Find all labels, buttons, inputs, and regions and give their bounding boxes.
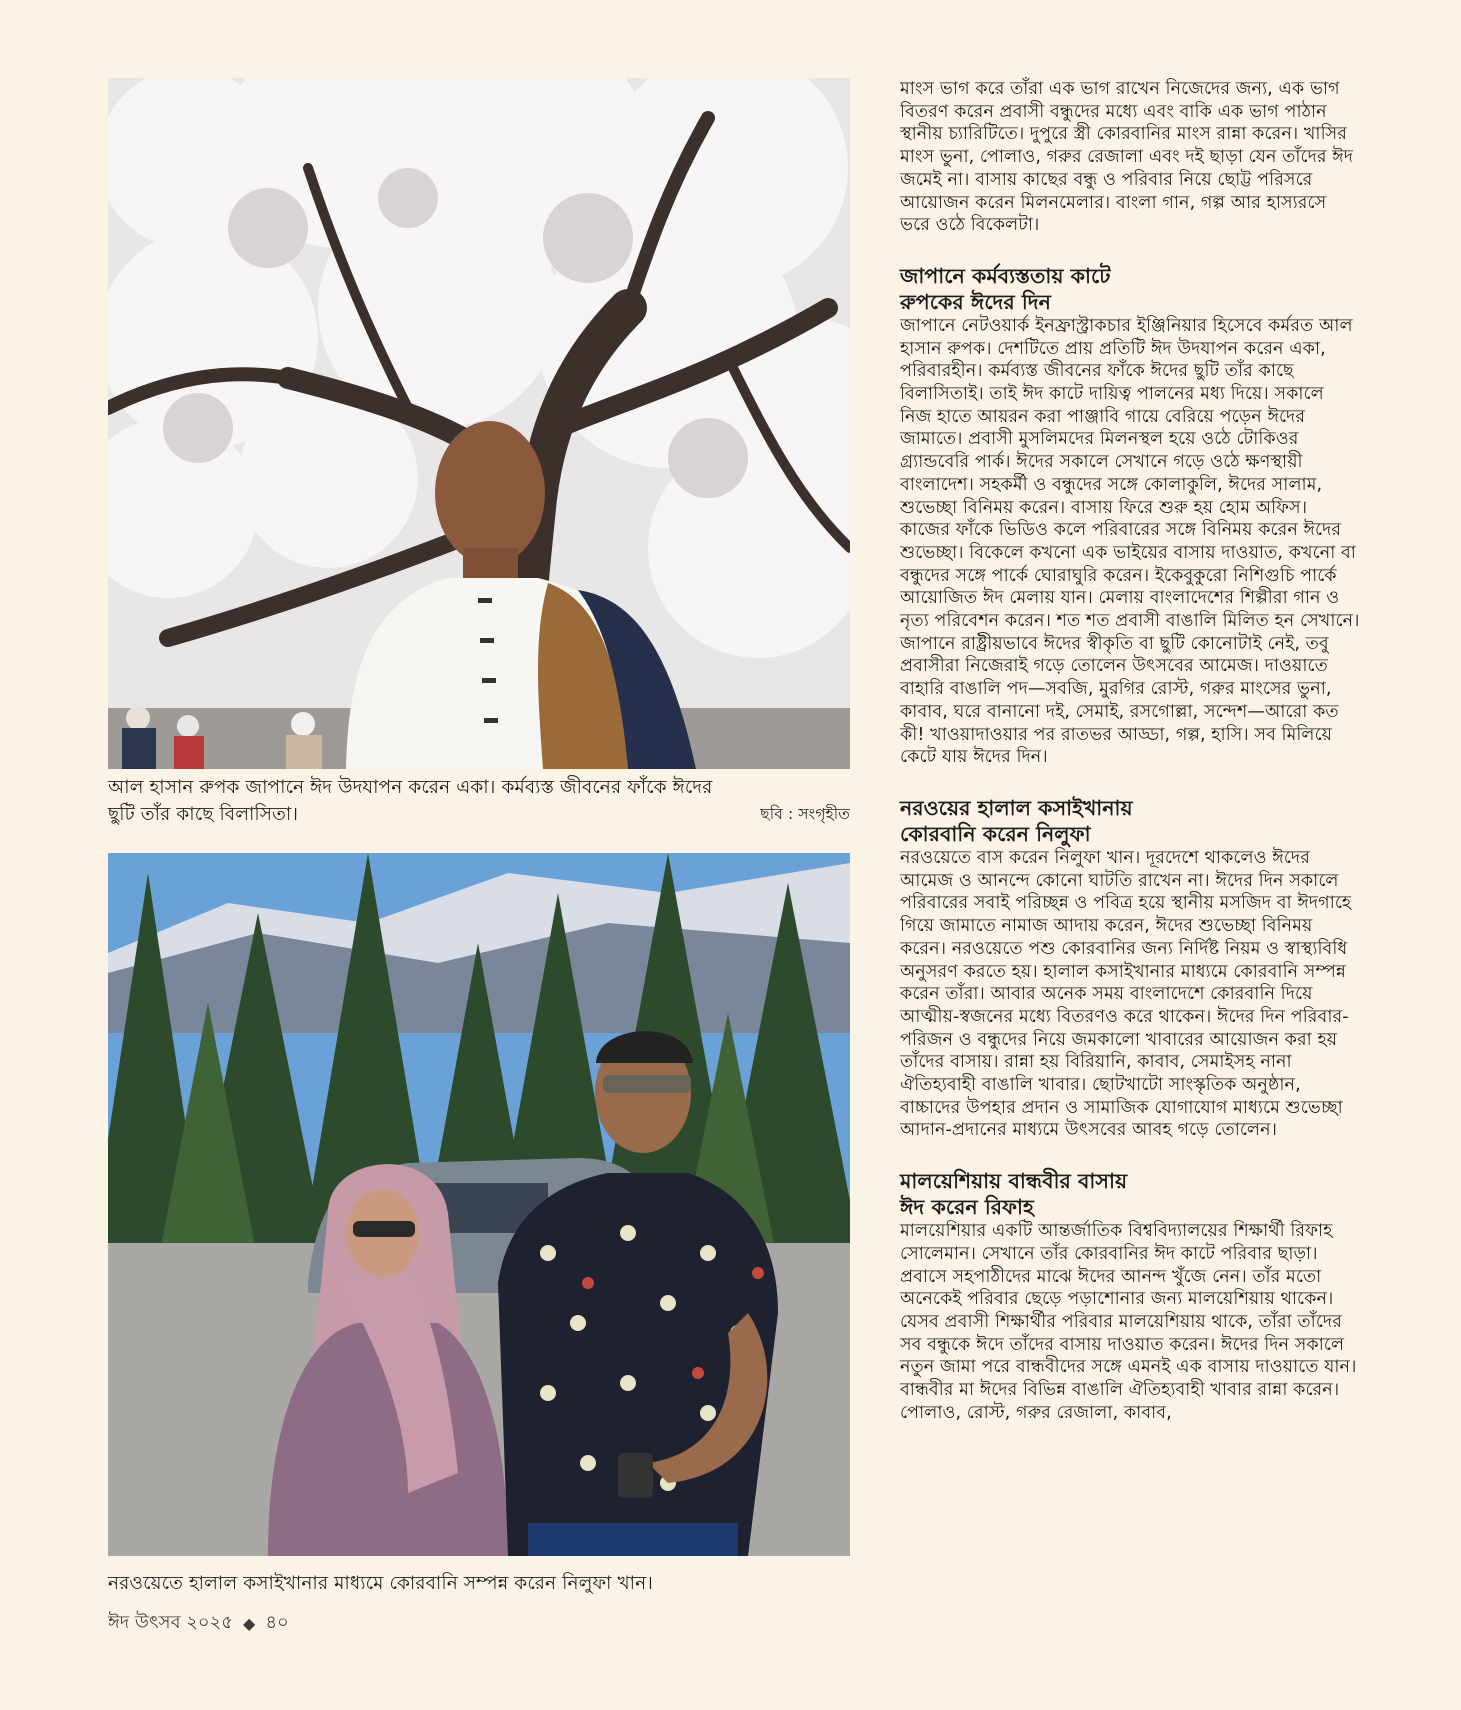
- section-heading-line-2: রুপকের ঈদের দিন: [900, 289, 1051, 314]
- section-heading-line-2: ঈদ করেন রিফাহ: [900, 1195, 1034, 1220]
- intro-paragraph: মাংস ভাগ করে তাঁরা এক ভাগ রাখেন নিজেদের জন্য, এক ভাগ বিতরণ করেন প্রবাসী বন্ধুদের মধ্যে এবং বাকি এক ভাগ পাঠান স্থানীয় চ্যারিটিতে। দুপুরে স্ত্রী কোরবানির মাংস রান্না করেন। খাসির মাংস ভুনা, পোলাও, গরুর রেজালা এবং দই ছাড়া যেন তাঁদের ঈদ জমেই না। বাসায় কাছের বন্ধু ও পরিবার নিয়ে ছোট্ট পরিসরে আয়োজন করেন মিলনমেলার। বাংলা গান, গল্প আর হাস্যরসে ভরে ওঠে বিকেলটা।: [900, 79, 1354, 236]
- photo-1-caption-line-2: ছুটি তাঁর কাছে বিলাসিতা।: [108, 804, 299, 825]
- section-body: মালয়েশিয়ার একটি আন্তর্জাতিক বিশ্ববিদ্যালয়ের শিক্ষার্থী রিফাহ সোলেমান। সেখানে তাঁর কোরবানির ঈদ কাটে পরিবার ছাড়া। প্রবাসে সহপাঠীদের মাঝে ঈদের আনন্দ খুঁজে নেন। তাঁর মতো অনেকেই পরিবার ছেড়ে পড়াশোনার জন্য মালয়েশিয়ায় থাকেন। যেসব প্রবাসী শিক্ষার্থীর পরিবার মালয়েশিয়ায় থাকে, তাঁরা তাঁদের সব বন্ধুকে ঈদে তাঁদের বাসায় দাওয়াত করেন। ঈদের দিন সকালে নতুন জামা পরে বান্ধবীদের সঙ্গে এমনই এক বাসায় দাওয়াতে যান। বান্ধবীর মা ঈদের বিভিন্ন বাঙালি ঐতিহ্যবাহী খাবার রান্না করেন। পোলাও, রোস্ট, গরুর রেজালা, কাবাব,: [900, 1221, 1357, 1423]
- section-nilufa-norway: [900, 795, 1360, 1142]
- section-heading-line-1: নরওয়ের হালাল কসাইখানায়: [900, 795, 1133, 820]
- photo-2-caption: নরওয়েতে হালাল কসাইখানার মাধ্যমে কোরবানি সম্পন্ন করেন নিলুফা খান।: [108, 1573, 653, 1594]
- publication-name: ঈদ উৎসব ২০২৫: [108, 1612, 233, 1633]
- section-heading: [900, 795, 1360, 847]
- section-rifah-malaysia: [900, 1168, 1360, 1424]
- photo-credit: ছবি : সংগৃহীত: [760, 805, 850, 823]
- photo-rupok-cherry-blossom: [108, 78, 850, 769]
- section-heading-line-2: কোরবানি করেন নিলুফা: [900, 821, 1091, 846]
- page-number: ৪০: [265, 1612, 289, 1633]
- section-rupok-japan: [900, 263, 1360, 769]
- page-footer: [108, 1608, 289, 1639]
- diamond-separator-icon: ◆: [243, 1614, 256, 1633]
- section-heading: [900, 263, 1360, 315]
- article-column: [900, 78, 1360, 1424]
- section-body: নরওয়েতে বাস করেন নিলুফা খান। দূরদেশে থাকলেও ঈদের আমেজ ও আনন্দে কোনো ঘাটতি রাখেন না। ঈদের দিন সকালে পরিবারের সবাই পরিচ্ছন্ন ও পবিত্র হয়ে স্থানীয় মসজিদ বা ঈদগাহে গিয়ে জামাতে নামাজ আদায় করেন, ঈদের শুভেচ্ছা বিনিময় করেন। নরওয়েতে পশু কোরবানির জন্য নির্দিষ্ট নিয়ম ও স্বাস্থ্যবিধি অনুসরণ করতে হয়। হালাল কসাইখানার মাধ্যমে কোরবানি সম্পন্ন করেন তাঁরা। আবার অনেক সময় বাংলাদেশে কোরবানি দিয়ে আত্মীয়-স্বজনের মধ্যে বিতরণও করে থাকেন। ঈদের দিন পরিবার-পরিজন ও বন্ধুদের নিয়ে জমকালো খাবারের আয়োজন করা হয় তাঁদের বাসায়। রান্না হয় বিরিয়ানি, কাবাব, সেমাইসহ নানা ঐতিহ্যবাহী বাঙালি খাবার। ছোটখাটো সাংস্কৃতিক অনুষ্ঠান, বাচ্চাদের উপহার প্রদান ও সামাজিক যোগাযোগ মাধ্যমে শুভেচ্ছা আদান-প্রদানের মাধ্যমে উৎসবের আবহ গড়ে তোলেন।: [900, 847, 1352, 1141]
- section-heading: [900, 1168, 1360, 1220]
- photo-1-caption-line-1: আল হাসান রুপক জাপানে ঈদ উদযাপন করেন একা। কর্মব্যস্ত জীবনের ফাঁকে ঈদের: [108, 777, 713, 798]
- photo-nilufa-norway: [108, 853, 850, 1556]
- section-body: জাপানে নেটওয়ার্ক ইনফ্রাস্ট্রাকচার ইঞ্জিনিয়ার হিসেবে কর্মরত আল হাসান রুপক। দেশটিতে প্রায় প্রতিটি ঈদ উদযাপন করেন একা, পরিবারহীন। কর্মব্যস্ত জীবনের ফাঁকে ঈদের ছুটি তাঁর কাছে বিলাসিতাই। তাই ঈদ কাটে দায়িত্ব পালনের মধ্য দিয়ে। সকালে নিজ হাতে আয়রন করা পাঞ্জাবি গায়ে বেরিয়ে পড়েন ঈদের জামাতে। প্রবাসী মুসলিমদের মিলনস্থল হয়ে ওঠে টোকিওর গ্র্যান্ডবেরি পার্ক। ঈদের সকালে সেখানে গড়ে ওঠে ক্ষণস্থায়ী বাংলাদেশ। সহকর্মী ও বন্ধুদের সঙ্গে কোলাকুলি, ঈদের সালাম, শুভেচ্ছা বিনিময় করেন। বাসায় ফিরে শুরু হয় হোম অফিস। কাজের ফাঁকে ভিডিও কলে পরিবারের সঙ্গে বিনিময় করেন ঈদের শুভেচ্ছা। বিকেলে কখনো এক ভাইয়ের বাসায় দাওয়াত, কখনো বা বন্ধুদের সঙ্গে পার্কে ঘোরাঘুরি করেন। ইকেবুকুরো নিশিগুচি পার্কে আয়োজিত ঈদ মেলায় যান। মেলায় বাংলাদেশের শিল্পীরা গান ও নৃত্য পরিবেশন করেন। শত শত প্রবাসী বাঙালি মিলিত হন সেখানে। জাপানে রাষ্ট্রীয়ভাবে ঈদের স্বীকৃতি বা ছুটি কোনোটাই নেই, তবু প্রবাসীরা নিজেরাই গড়ে তোলেন উৎসবের আমেজ। দাওয়াতে বাহারি বাঙালি পদ—সবজি, মুরগির রোস্ট, গরুর মাংসের ভুনা, কাবাব, ঘরে বানানো দই, সেমাই, রসগোল্লা, সন্দেশ—আরো কত কী! খাওয়াদাওয়ার পর রাতভর আড্ডা, গল্প, হাসি। সব মিলিয়ে কেটে যায় ঈদের দিন।: [900, 315, 1360, 768]
- photo-1-caption: [108, 774, 850, 828]
- section-heading-line-1: মালয়েশিয়ায় বান্ধবীর বাসায়: [900, 1169, 1128, 1194]
- section-heading-line-1: জাপানে কর্মব্যস্ততায় কাটে: [900, 263, 1111, 288]
